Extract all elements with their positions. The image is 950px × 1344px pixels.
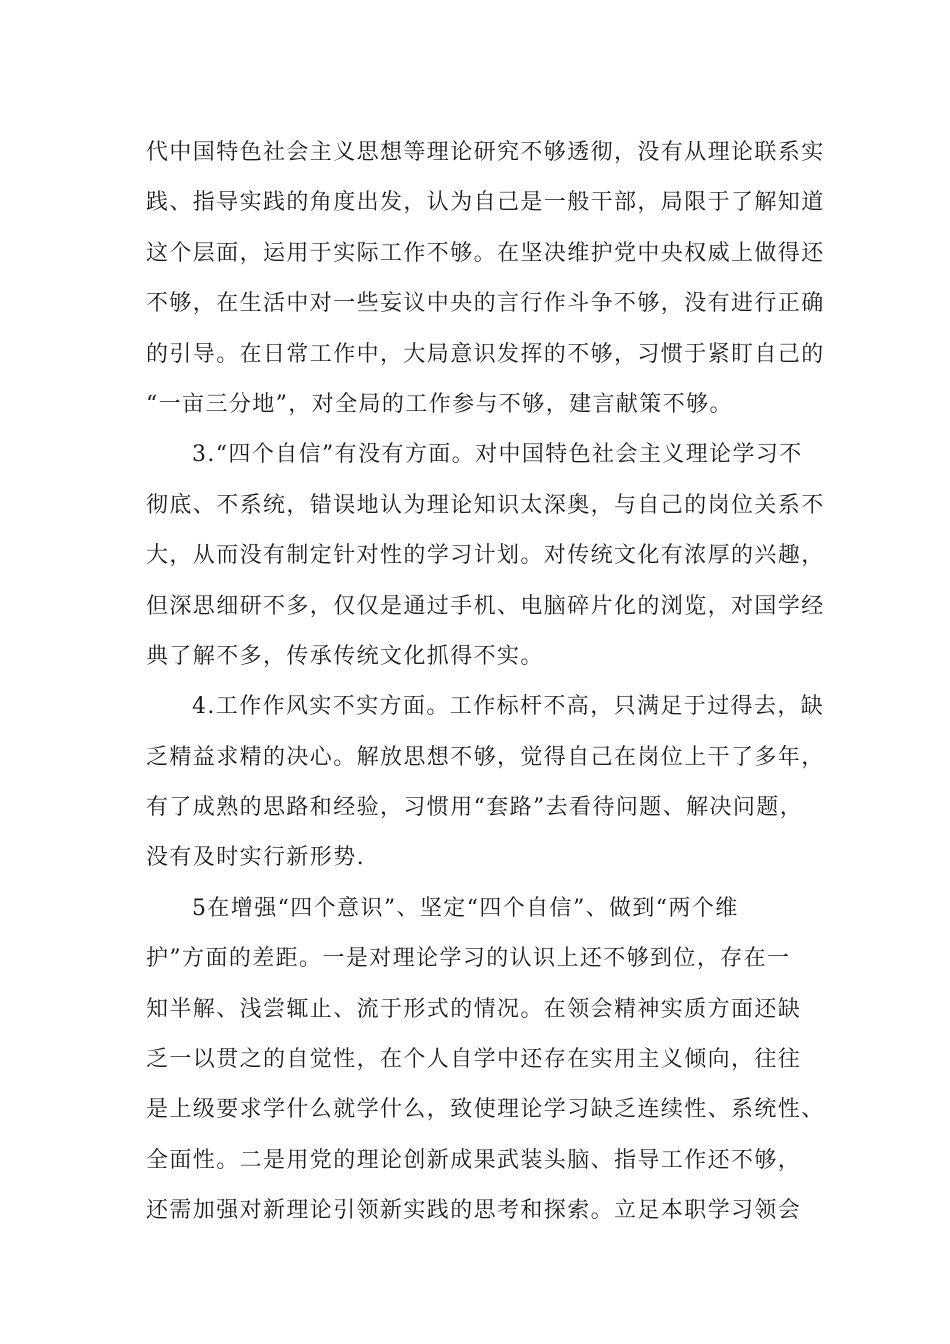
text-line: 乏一以贯之的自觉性，在个人自学中还存在实用主义倾向，往往 (146, 1047, 802, 1073)
text-line: 是上级要求学什么就学什么，致使理论学习缺乏连续性、系统性、 (146, 1097, 825, 1123)
text-line: 乏精益求精的决心。解放思想不够，觉得自己在岗位上干了多年， (146, 744, 825, 770)
body-text (146, 128, 826, 1237)
text-line: 彻底、不系统，错误地认为理论知识太深奥，与自己的岗位关系不 (146, 492, 825, 518)
text-line: 还需加强对新理论引领新实践的思考和探索。立足本职学习领会 (146, 1198, 802, 1224)
text-line: 没有及时实行新形势. (146, 845, 365, 871)
text-line: 的引导。在日常工作中，大局意识发挥的不够，习惯于紧盯自己的 (146, 341, 825, 367)
text-line: 全面性。二是用党的理论创新成果武装头脑、指导工作还不够， (146, 1147, 802, 1173)
paragraph-4-start: 4.工作作风实不实方面。工作标杆不高，只满足于过得去，缺 (192, 694, 825, 720)
text-line: “一亩三分地”，对全局的工作参与不够，建言献策不够。 (146, 391, 733, 417)
text-line: 这个层面，运用于实际工作不够。在坚决维护党中央权威上做得还 (146, 240, 825, 266)
text-line: 大，从而没有制定针对性的学习计划。对传统文化有浓厚的兴趣， (146, 543, 825, 569)
text-line: 不够，在生活中对一些妄议中央的言行作斗争不够，没有进行正确 (146, 291, 825, 317)
paragraph-5-start: 5在增强“四个意识”、坚定“四个自信”、做到“两个维 (192, 895, 739, 921)
text-line: 有了成熟的思路和经验，习惯用“套路”去看待问题、解决问题， (146, 795, 804, 821)
text-line: 典了解不多，传承传统文化抓得不实。 (146, 643, 544, 669)
text-line: 知半解、浅尝辄止、流于形式的情况。在领会精神实质方面还缺 (146, 996, 802, 1022)
text-line: 代中国特色社会主义思想等理论研究不够透彻，没有从理论联系实 (146, 140, 825, 165)
text-line: 护”方面的差距。一是对理论学习的认识上还不够到位，存在一 (146, 946, 791, 972)
text-line: 但深思细研不多，仅仅是通过手机、电脑碎片化的浏览，对国学经 (146, 593, 825, 619)
text-line: 践、指导实践的角度出发，认为自己是一般干部，局限于了解知道 (146, 190, 825, 216)
paragraph-3-start: 3.“四个自信”有没有方面。对中国特色社会主义理论学习不 (192, 442, 803, 468)
